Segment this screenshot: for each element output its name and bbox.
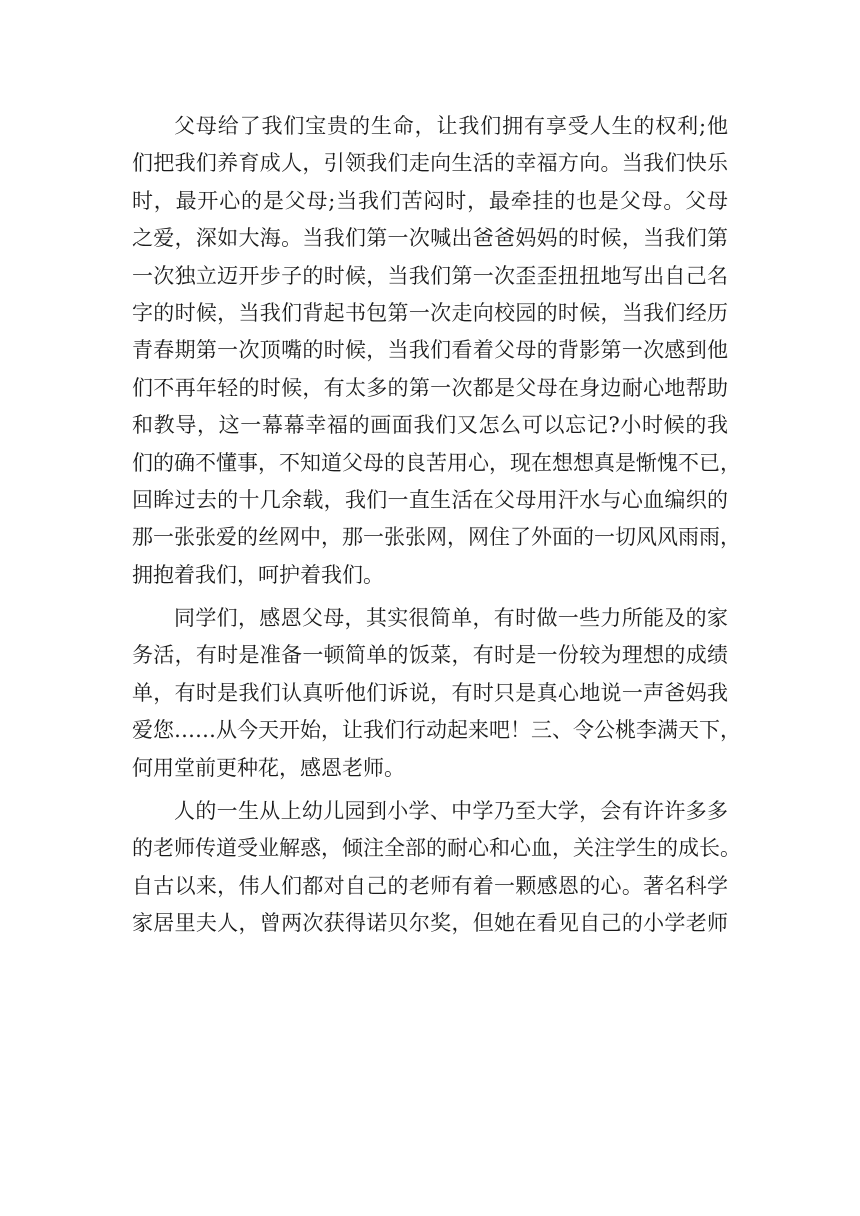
text-line: 青春期第一次顶嘴的时候，当我们看着父母的背影第一次感到他 (132, 338, 728, 363)
text-line: 们的确不懂事，不知道父母的良苦用心，现在想想真是惭愧不已， (132, 450, 741, 475)
paragraph-teachers (132, 793, 741, 943)
body-text (132, 108, 741, 943)
text-line: 家居里夫人，曾两次获得诺贝尔奖，但她在看见自己的小学老师 (132, 911, 728, 936)
text-line: 务活，有时是准备一顿简单的饭菜，有时是一份较为理想的成绩 (132, 643, 728, 668)
text-line: 人的一生从上幼儿园到小学、中学乃至大学，会有许许多多 (174, 799, 728, 824)
text-line: 父母给了我们宝贵的生命，让我们拥有享受人生的权利;他 (174, 114, 728, 138)
text-line: 时，最开心的是父母;当我们苦闷时，最牵挂的也是父母。父母 (132, 188, 728, 213)
paragraph-parents-gift (132, 108, 741, 594)
text-line: 回眸过去的十几余载，我们一直生活在父母用汗水与心血编织的 (132, 487, 728, 512)
text-line: 何用堂前更种花，感恩老师。 (132, 755, 405, 780)
text-line: 们不再年轻的时候，有太多的第一次都是父母在身边耐心地帮助 (132, 375, 728, 400)
text-line: 们把我们养育成人，引领我们走向生活的幸福方向。当我们快乐 (132, 151, 728, 176)
text-line: 爱您……从今天开始，让我们行动起来吧！三、令公桃李满天下， (132, 718, 741, 743)
text-line: 拥抱着我们，呵护着我们。 (132, 562, 384, 587)
text-line: 字的时候，当我们背起书包第一次走向校园的时候，当我们经历 (132, 300, 728, 325)
paragraph-thank-parents (132, 600, 741, 787)
text-line: 的老师传道受业解惑，倾注全部的耐心和心血，关注学生的成长。 (132, 836, 741, 861)
text-line: 一次独立迈开步子的时候，当我们第一次歪歪扭扭地写出自己名 (132, 263, 728, 288)
text-line: 自古以来，伟人们都对自己的老师有着一颗感恩的心。著名科学 (132, 873, 728, 898)
text-line: 同学们，感恩父母，其实很简单，有时做一些力所能及的家 (174, 606, 728, 631)
text-line: 之爱，深如大海。当我们第一次喊出爸爸妈妈的时候，当我们第 (132, 226, 728, 251)
text-line: 和教导，这一幕幕幸福的画面我们又怎么可以忘记?小时候的我 (132, 413, 728, 438)
text-line: 单，有时是我们认真听他们诉说，有时只是真心地说一声爸妈我 (132, 680, 728, 705)
text-line: 那一张张爱的丝网中，那一张张网，网住了外面的一切风风雨雨， (132, 525, 741, 550)
